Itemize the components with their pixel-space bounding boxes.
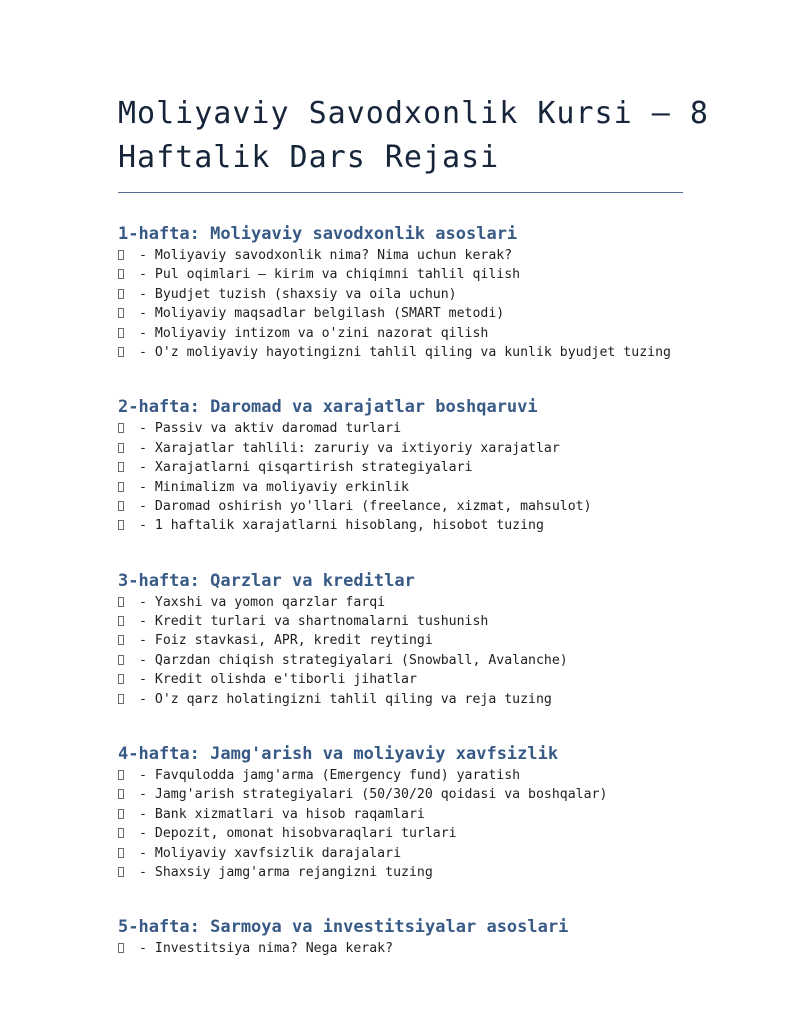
item-list: [118, 939, 760, 958]
list-item: [118, 824, 760, 843]
bullet-box-icon: [118, 809, 124, 819]
list-item-text: - Moliyaviy maqsadlar belgilash (SMART metodi): [139, 306, 505, 322]
bullet-box-icon: [118, 250, 124, 260]
bullet-box-icon: [118, 674, 124, 684]
bullet-box-icon: [118, 269, 124, 279]
list-item: [118, 612, 760, 631]
bullet-box-icon: [118, 520, 124, 530]
bullet-box-icon: [118, 308, 124, 318]
bullet-box-icon: [118, 655, 124, 665]
list-item: [118, 478, 760, 497]
item-list: [118, 593, 760, 709]
section-heading: 5-hafta: Sarmoya va investitsiyalar asoslari: [118, 917, 569, 938]
list-item: [118, 343, 760, 362]
list-item-text: - Moliyaviy intizom va o'zini nazorat qilish: [139, 325, 489, 341]
list-item: [118, 939, 760, 958]
list-item-text: - Jamg'arish strategiyalari (50/30/20 qoidasi va boshqalar): [139, 787, 608, 803]
list-item: [118, 651, 760, 670]
list-item: [118, 458, 760, 477]
list-item: [118, 805, 760, 824]
bullet-box-icon: [118, 770, 124, 780]
list-item: [118, 285, 760, 304]
list-item: [118, 844, 760, 863]
list-item-text: - Yaxshi va yomon qarzlar farqi: [139, 594, 386, 610]
list-item-text: - Kredit turlari va shartnomalarni tushunish: [139, 614, 489, 630]
bullet-box-icon: [118, 443, 124, 453]
list-item-text: - Moliyaviy xavfsizlik darajalari: [139, 845, 402, 861]
list-item: [118, 419, 760, 438]
list-item-text: - 1 haftalik xarajatlarni hisoblang, hisobot tuzing: [139, 518, 544, 534]
list-item: [118, 439, 760, 458]
bullet-box-icon: [118, 289, 124, 299]
bullet-box-icon: [118, 462, 124, 472]
list-item: [118, 670, 760, 689]
list-item-text: - Foiz stavkasi, APR, kredit reytingi: [139, 633, 433, 649]
list-item-text: - Qarzdan chiqish strategiyalari (Snowball, Avalanche): [139, 652, 568, 668]
list-item-text: - Byudjet tuzish (shaxsiy va oila uchun): [139, 286, 457, 302]
bullet-box-icon: [118, 501, 124, 511]
title-divider: [118, 192, 683, 193]
section-week-3: [118, 569, 760, 709]
list-item-text: - O'z moliyaviy hayotingizni tahlil qiling va kunlik byudjet tuzing: [139, 344, 671, 360]
bullet-box-icon: [118, 347, 124, 357]
list-item: [118, 690, 760, 709]
list-item: [118, 593, 760, 612]
bullet-box-icon: [118, 848, 124, 858]
section-heading: 4-hafta: Jamg'arish va moliyaviy xavfsizlik: [118, 744, 559, 765]
list-item: [118, 246, 760, 265]
list-item: [118, 863, 760, 882]
bullet-box-icon: [118, 616, 124, 626]
bullet-box-icon: [118, 828, 124, 838]
section-heading: 1-hafta: Moliyaviy savodxonlik asoslari: [118, 224, 518, 244]
list-item-text: - Pul oqimlari – kirim va chiqimni tahlil qilish: [139, 267, 521, 283]
bullet-box-icon: [118, 328, 124, 338]
list-item-text: - Xarajatlar tahlili: zaruriy va ixtiyoriy xarajatlar: [139, 440, 560, 456]
list-item-text: - Minimalizm va moliyaviy erkinlik: [139, 479, 409, 495]
list-item: [118, 516, 760, 535]
page-title: Moliyaviy Savodxonlik Kursi – 8 Haftalik Dars Rejasi: [118, 96, 728, 175]
list-item-text: - Bank xizmatlari va hisob raqamlari: [139, 806, 425, 822]
list-item-text: - Kredit olishda e'tiborli jihatlar: [139, 672, 417, 688]
bullet-box-icon: [118, 694, 124, 704]
bullet-box-icon: [118, 635, 124, 645]
list-item-text: - Favqulodda jamg'arma (Emergency fund) yaratish: [139, 768, 521, 784]
bullet-box-icon: [118, 867, 124, 877]
bullet-box-icon: [118, 597, 124, 607]
list-item: [118, 785, 760, 804]
list-item-text: - Shaxsiy jamg'arma rejangizni tuzing: [139, 864, 433, 880]
list-item: [118, 304, 760, 323]
bullet-box-icon: [118, 482, 124, 492]
bullet-box-icon: [118, 789, 124, 799]
list-item: [118, 497, 760, 516]
list-item-text: - Investitsiya nima? Nega kerak?: [139, 941, 394, 957]
section-week-5: [118, 915, 760, 958]
list-item-text: - Depozit, omonat hisobvaraqlari turlari: [139, 826, 457, 842]
section-heading: 2-hafta: Daromad va xarajatlar boshqaruvi: [118, 397, 538, 418]
item-list: [118, 246, 760, 362]
list-item-text: - Moliyaviy savodxonlik nima? Nima uchun kerak?: [139, 248, 513, 263]
list-item: [118, 265, 760, 284]
list-item-text: - O'z qarz holatingizni tahlil qiling va reja tuzing: [139, 691, 552, 707]
item-list: [118, 419, 760, 535]
bullet-box-icon: [118, 423, 124, 433]
bullet-box-icon: [118, 943, 124, 953]
list-item: [118, 324, 760, 343]
list-item-text: - Xarajatlarni qisqartirish strategiyalari: [139, 460, 473, 476]
list-item: [118, 766, 760, 785]
section-heading: 3-hafta: Qarzlar va kreditlar: [118, 570, 415, 591]
section-week-1: [118, 222, 760, 362]
item-list: [118, 766, 760, 882]
list-item: [118, 631, 760, 650]
section-week-4: [118, 742, 760, 882]
list-item-text: - Passiv va aktiv daromad turlari: [139, 421, 402, 437]
list-item-text: - Daromad oshirish yo'llari (freelance, xizmat, mahsulot): [139, 498, 592, 514]
section-week-2: [118, 395, 760, 535]
